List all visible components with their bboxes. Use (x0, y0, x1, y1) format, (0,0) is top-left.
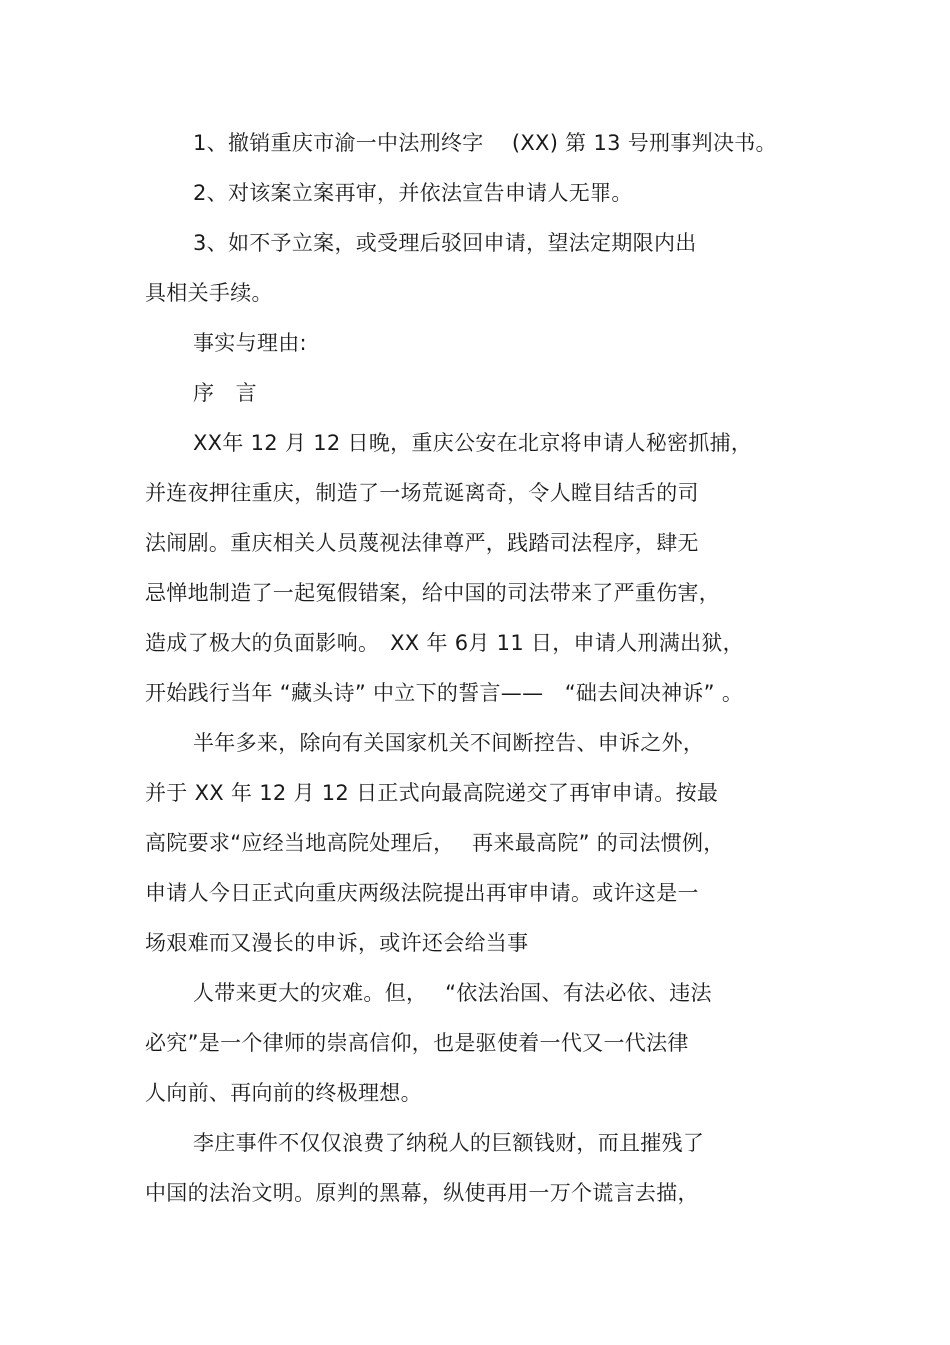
request-item-2: 2、对该案立案再审，并依法宣告申请人无罪。 (193, 181, 633, 205)
paragraph-line: 场艰难而又漫长的申诉，或许还会给当事 (145, 931, 529, 955)
paragraph-line: 并连夜押往重庆，制造了一场荒诞离奇，令人瞠目结舌的司 (145, 481, 699, 505)
section-heading-preface: 序 言 (193, 381, 257, 405)
paragraph-line: 开始践行当年 “藏头诗” 中立下的誓言—— “础去间决神诉” 。 (145, 681, 744, 705)
request-item-1: 1、撤销重庆市渝一中法刑终字 (XX) 第 13 号刑事判决书。 (193, 131, 777, 155)
request-item-3: 3、如不予立案，或受理后驳回申请，望法定期限内出 (193, 231, 697, 255)
paragraph-line: 并于 XX 年 12 月 12 日正式向最高院递交了再审申请。按最 (145, 781, 719, 805)
paragraph-line: 高院要求“应经当地高院处理后， 再来最高院” 的司法惯例， (145, 831, 725, 855)
paragraph-line: 中国的法治文明。原判的黑幕，纵使再用一万个谎言去描， (145, 1181, 699, 1205)
paragraph-line: 半年多来，除向有关国家机关不间断控告、申诉之外， (193, 731, 705, 755)
paragraph-line: 忌惮地制造了一起冤假错案，给中国的司法带来了严重伤害， (145, 581, 721, 605)
paragraph-line: XX年 12 月 12 日晚，重庆公安在北京将申请人秘密抓捕， (193, 431, 753, 455)
paragraph-line: 李庄事件不仅仅浪费了纳税人的巨额钱财，而且摧残了 (193, 1131, 705, 1155)
paragraph-line: 人向前、再向前的终极理想。 (145, 1081, 422, 1105)
paragraph-line: 法闹剧。重庆相关人员蔑视法律尊严，践踏司法程序，肆无 (145, 531, 699, 555)
section-heading-facts: 事实与理由: (193, 331, 307, 355)
paragraph-line: 人带来更大的灾难。但， “依法治国、有法必依、违法 (193, 981, 712, 1005)
paragraph-line: 申请人今日正式向重庆两级法院提出再审申请。或许这是一 (145, 881, 699, 905)
request-item-3-continuation: 具相关手续。 (145, 281, 273, 305)
paragraph-line: 必究”是一个律师的崇高信仰，也是驱使着一代又一代法律 (145, 1031, 689, 1055)
paragraph-line: 造成了极大的负面影响。 XX 年 6月 11 日，申请人刑满出狱， (145, 631, 744, 655)
